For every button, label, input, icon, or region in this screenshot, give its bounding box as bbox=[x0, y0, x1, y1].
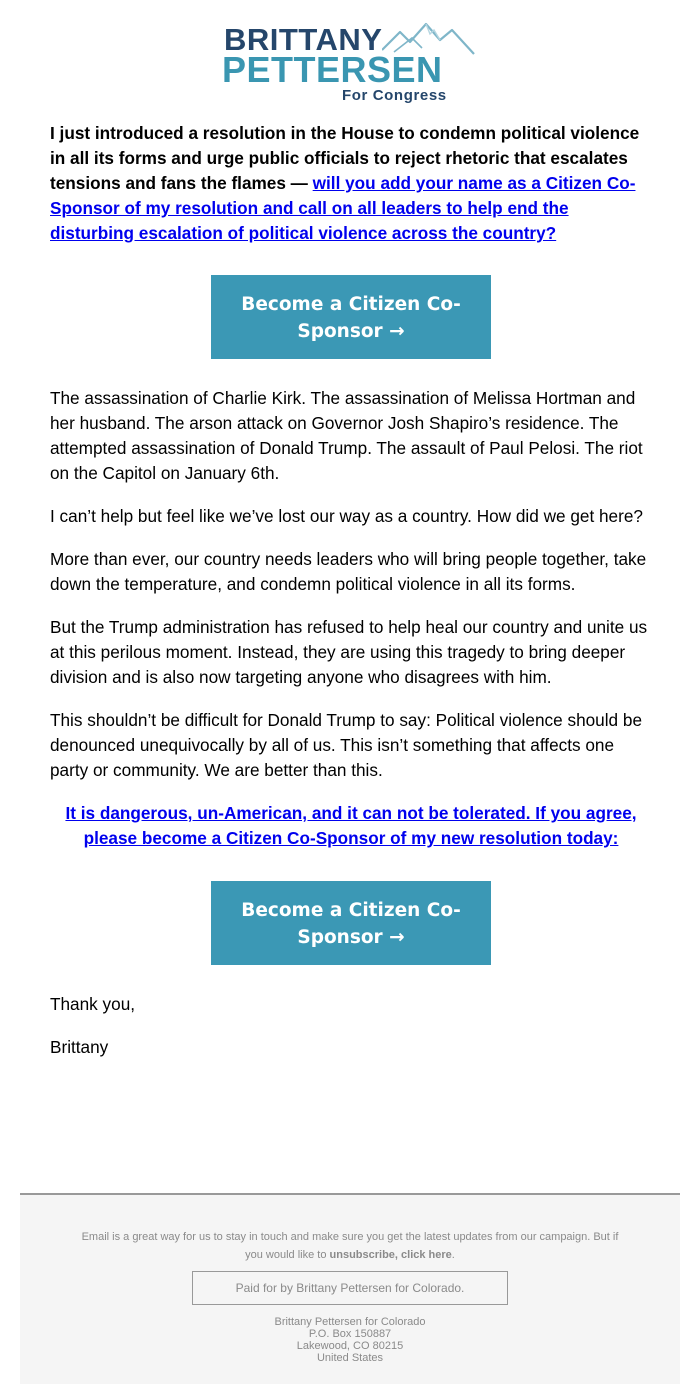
paragraph-need-leaders: More than ever, our country needs leaders who will bring people together, take down the temperature, and condemn political violence in all its forms. bbox=[50, 549, 647, 594]
address-org: Brittany Pettersen for Colorado bbox=[274, 1316, 426, 1328]
closing-signature: Brittany bbox=[50, 1037, 109, 1057]
email-body bbox=[50, 121, 652, 1060]
cta-container-bottom bbox=[50, 881, 652, 965]
address-country: United States bbox=[316, 1352, 384, 1364]
mailing-address bbox=[20, 1316, 680, 1364]
intro-text: I just introduced a resolution in the House to condemn political violence in all its forms and urge public officials to reject rhetoric that escalates tensions and fans the flames — bbox=[50, 123, 640, 193]
logo-tagline: For Congress bbox=[342, 87, 447, 104]
closing bbox=[50, 992, 652, 1060]
paragraph-administration: But the Trump administration has refused to help heal our country and unite us at this perilous moment. Instead, they are using this tragedy to bring deeper division and is also now targeting anyone who disagrees with him. bbox=[50, 617, 648, 687]
callout-paragraph bbox=[50, 801, 652, 851]
intro-paragraph bbox=[50, 121, 652, 246]
callout-co-sponsor-link[interactable]: It is dangerous, un-American, and it can not be tolerated. If you agree, please become a Citizen Co-Sponsor of my new resolution today: bbox=[65, 803, 637, 848]
campaign-logo bbox=[222, 18, 482, 108]
footer-note bbox=[75, 1228, 625, 1264]
address-po-box: P.O. Box 150887 bbox=[308, 1328, 392, 1340]
cta-container-top bbox=[50, 275, 652, 359]
paragraph-denounce: This shouldn’t be difficult for Donald Trump to say: Political violence should be denounced unequivocally by all of us. This isn’t something that affects one party or community. We are better than this. bbox=[50, 710, 643, 780]
footer-note-text: Email is a great way for us to stay in touch and make sure you get the latest updates from our campaign. But if you would like to bbox=[81, 1231, 619, 1261]
logo-first-name: BRITTANY bbox=[224, 22, 383, 57]
unsubscribe-link[interactable]: unsubscribe, click here bbox=[329, 1249, 452, 1261]
address-city: Lakewood, CO 80215 bbox=[296, 1340, 404, 1352]
paragraph-lost-our-way: I can’t help but feel like we’ve lost our way as a country. How did we get here? bbox=[50, 506, 643, 526]
co-sponsor-link[interactable]: will you add your name as a Citizen Co-Sponsor of my resolution and call on all leaders to help end the disturbing escalation of political violence across the country? bbox=[50, 173, 636, 243]
logo-last-name: PETTERSEN bbox=[222, 49, 443, 90]
become-co-sponsor-button-top[interactable]: Become a Citizen Co-Sponsor → bbox=[211, 275, 491, 359]
closing-thanks: Thank you, bbox=[50, 994, 136, 1014]
footer-note-end: . bbox=[451, 1249, 455, 1261]
email-footer bbox=[20, 1193, 680, 1384]
become-co-sponsor-button-bottom[interactable]: Become a Citizen Co-Sponsor → bbox=[211, 881, 491, 965]
paragraph-incidents: The assassination of Charlie Kirk. The assassination of Melissa Hortman and her husband. The arson attack on Governor Josh Shapiro’s residence. The attempted assassination of Donald Trump. The assault of Paul Pelosi. The riot on the Capitol on January 6th. bbox=[50, 388, 643, 483]
paid-for-box: Paid for by Brittany Pettersen for Colorado. bbox=[192, 1271, 508, 1305]
